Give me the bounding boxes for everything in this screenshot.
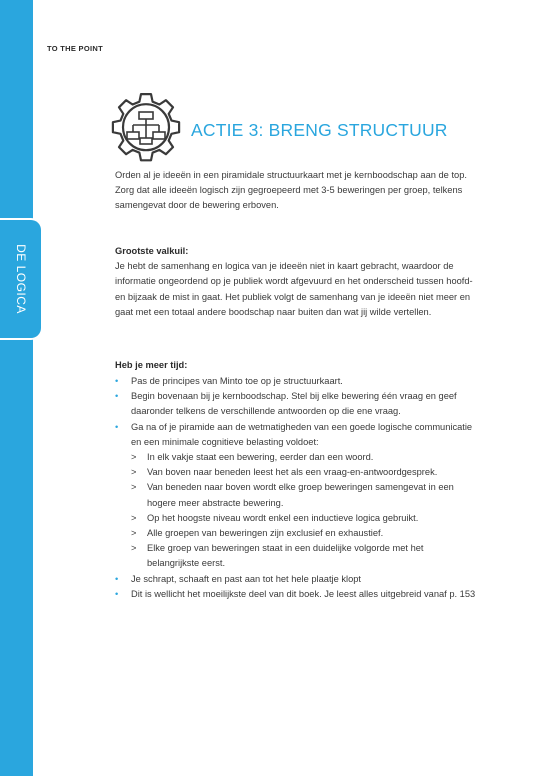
sub-list-item: [131, 450, 477, 465]
left-color-bar: [0, 0, 33, 776]
pitfall-title: Grootste valkuil:: [115, 246, 189, 256]
structure-gear-icon: [108, 90, 184, 166]
sub-list-item: [131, 480, 477, 510]
sub-list-item: [131, 465, 477, 480]
sub-list-item-text: Van beneden naar boven wordt elke groep beweringen samengevat in een hogere meer abstracte bewering.: [147, 482, 454, 508]
list-item: [115, 420, 477, 572]
pitfall-text: Je hebt de samenhang en logica van je ideeën niet in kaart gebracht, waardoor de informatie ongeordend op je publiek wordt afgevuurd en het onderscheid tussen hoofd- en bijzaak de mist in gaat. Het publiek volgt de samenhang van je ideeën niet meer en gaat met een totaal andere boodschap naar buiten dan wat jij wilde vertellen.: [115, 261, 473, 317]
sub-list-item-text: Op het hoogste niveau wordt enkel een inductieve logica gebruikt.: [147, 512, 419, 523]
more-time-list: [115, 374, 477, 602]
pitfall-block: [115, 244, 475, 320]
list-item-text: Begin bovenaan bij je kernboodschap. Stel bij elke bewering één vraag en geef daaronder telkens de verschillende antwoorden op die ene vraag.: [131, 391, 457, 417]
list-item: [115, 587, 477, 602]
sub-list-item: [131, 541, 477, 571]
sub-list: [131, 450, 477, 572]
sub-list-item-text: In elk vakje staat een bewering, eerder dan een woord.: [147, 452, 374, 463]
sub-list-item: [131, 511, 477, 526]
list-item-text: Ga na of je piramide aan de wetmatigheden van een goede logische communicatie en een minimale cognitieve belasting voldoet:: [131, 421, 473, 447]
list-item-text: Je schrapt, schaaft en past aan tot het hele plaatje klopt: [131, 573, 361, 584]
page-number: 24: [45, 680, 67, 701]
intro-paragraph: Orden al je ideeën in een piramidale structuurkaart met je kernboodschap aan de top. Zorg dat alle ideeën logisch zijn gegroepeerd met 3-5 beweringen per groep, telkens samengevat door de bewering erboven.: [115, 170, 467, 211]
sub-list-item-text: Alle groepen van beweringen zijn exclusief en exhaustief.: [147, 528, 384, 539]
list-item-text: Dit is wellicht het moeilijkste deel van dit boek. Je leest alles uitgebreid vanaf p. 153: [131, 588, 476, 599]
sub-list-item-text: Van boven naar beneden leest het als een vraag-en-antwoordgesprek.: [147, 467, 438, 478]
section-heading: ACTIE 3: BRENG STRUCTUUR: [191, 120, 448, 140]
list-item: [115, 389, 477, 419]
sub-list-item-text: Elke groep van beweringen staat in een duidelijke volgorde met het belangrijkste eerst.: [147, 543, 424, 569]
list-item: [115, 572, 477, 587]
sub-list-item: [131, 526, 477, 541]
list-item: [115, 374, 477, 389]
list-item-text: Pas de principes van Minto toe op je structuurkaart.: [131, 376, 343, 386]
more-time-title: Heb je meer tijd:: [115, 360, 188, 370]
running-head: TO THE POINT: [47, 44, 103, 53]
section-tab-label: DE LOGICA: [14, 244, 28, 314]
